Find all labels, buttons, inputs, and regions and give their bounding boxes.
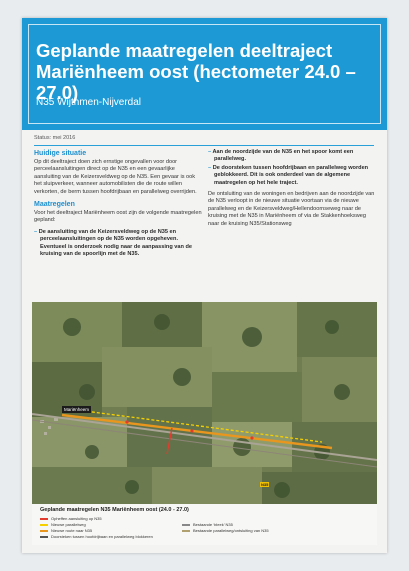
bullet-dash: – (208, 164, 212, 171)
right-column (208, 149, 376, 232)
title-line-1: Geplande maatregelen deeltraject (36, 40, 333, 61)
orange-line-icon (40, 530, 48, 532)
measures-intro: Voor het deeltraject Mariënheem oost zijn de volgende maatregelen gepland: (34, 210, 202, 224)
title-line-2: Mariënheem oost (hectometer 24.0 – 27.0) (36, 61, 356, 103)
legend-title: Geplande maatregelen N35 Mariënheem oost (24.0 - 27.0) (40, 507, 189, 513)
red-x-icon (40, 518, 48, 520)
place-label: Mariënheem (64, 407, 90, 412)
legend-item: Bestaande parallelweg/ontsluiting van N35 (182, 528, 269, 533)
heading-measures: Maatregelen (34, 201, 75, 209)
road-badge: N35 (261, 482, 269, 487)
legend-item: Doorsteken tussen hoofdrijbaan en parallelweg blokkeren (40, 534, 153, 539)
aerial-map (32, 302, 377, 545)
access-text: De ontsluiting van de woningen en bedrijven aan de noordzijde van de N35 verloopt in de nieuwe situatie voortaan via de nieuwe parallelweg en de Keizersveldweg/Hellendoornseweg naar de kruising met de N35 in Mariënheem of via de Stakkenhoeksweg naar de kruising N35/Stationsweg (208, 191, 375, 227)
measures-list-left (34, 229, 202, 259)
legend-item: Nieuwe parallelweg (40, 522, 86, 527)
heading-current-situation: Huidige situatie (34, 150, 87, 157)
bullet-dash: – (34, 228, 38, 235)
page-title (36, 40, 376, 103)
left-column (34, 149, 202, 262)
legend-item: Bestaande ‘bleek’ N35 (182, 522, 233, 527)
list-item: – De doorsteken tussen hoofdrijbaan en parallelweg worden geblokkeerd. Dit is ook onderdeel van de algemene maatregelen op het hele traject. (208, 164, 369, 186)
current-situation-text: Op dit deeltraject doen zich ernstige ongevallen voor door perceelaansluitingen direct op de N35 en een gevaarlijke aansluiting van de Keizersveldweg op de N35. Een gevaar is ook het sluipverkeer, wanneer automobilisten die de route willen verkorten, de berm tussen hoofdrijbaan en parallelweg overrijden. (34, 159, 197, 195)
grey-line-icon (182, 524, 190, 526)
dotted-line-icon (40, 536, 48, 538)
divider (34, 145, 374, 146)
information-sheet (22, 18, 387, 553)
list-item: – De aansluiting van de Keizersveldweg op de N35 en perceelaansluitingen op de N35 worden opgeheven. Eventueel is onderzoek nodig naar de aanpassing van de kruising van de spoorlijn met de N35. (34, 228, 193, 258)
bullet-dash: – (208, 149, 212, 155)
dashed-line-icon (182, 530, 190, 532)
aerial-photo (32, 302, 377, 504)
status-text: Status: mei 2016 (34, 135, 76, 141)
list-item: – Aan de noordzijde van de N35 en het spoor komt een parallelweg. (208, 149, 354, 163)
measures-list-right (208, 149, 376, 187)
yellow-line-icon (40, 524, 48, 526)
legend-item: Opheffen aansluiting op N35 (40, 516, 102, 521)
page-subtitle: N35 Wijthmen-Nijverdal (36, 97, 142, 108)
legend-item: Nieuwe route naar N35 (40, 528, 92, 533)
map-legend (32, 504, 377, 545)
header-banner (22, 18, 387, 130)
